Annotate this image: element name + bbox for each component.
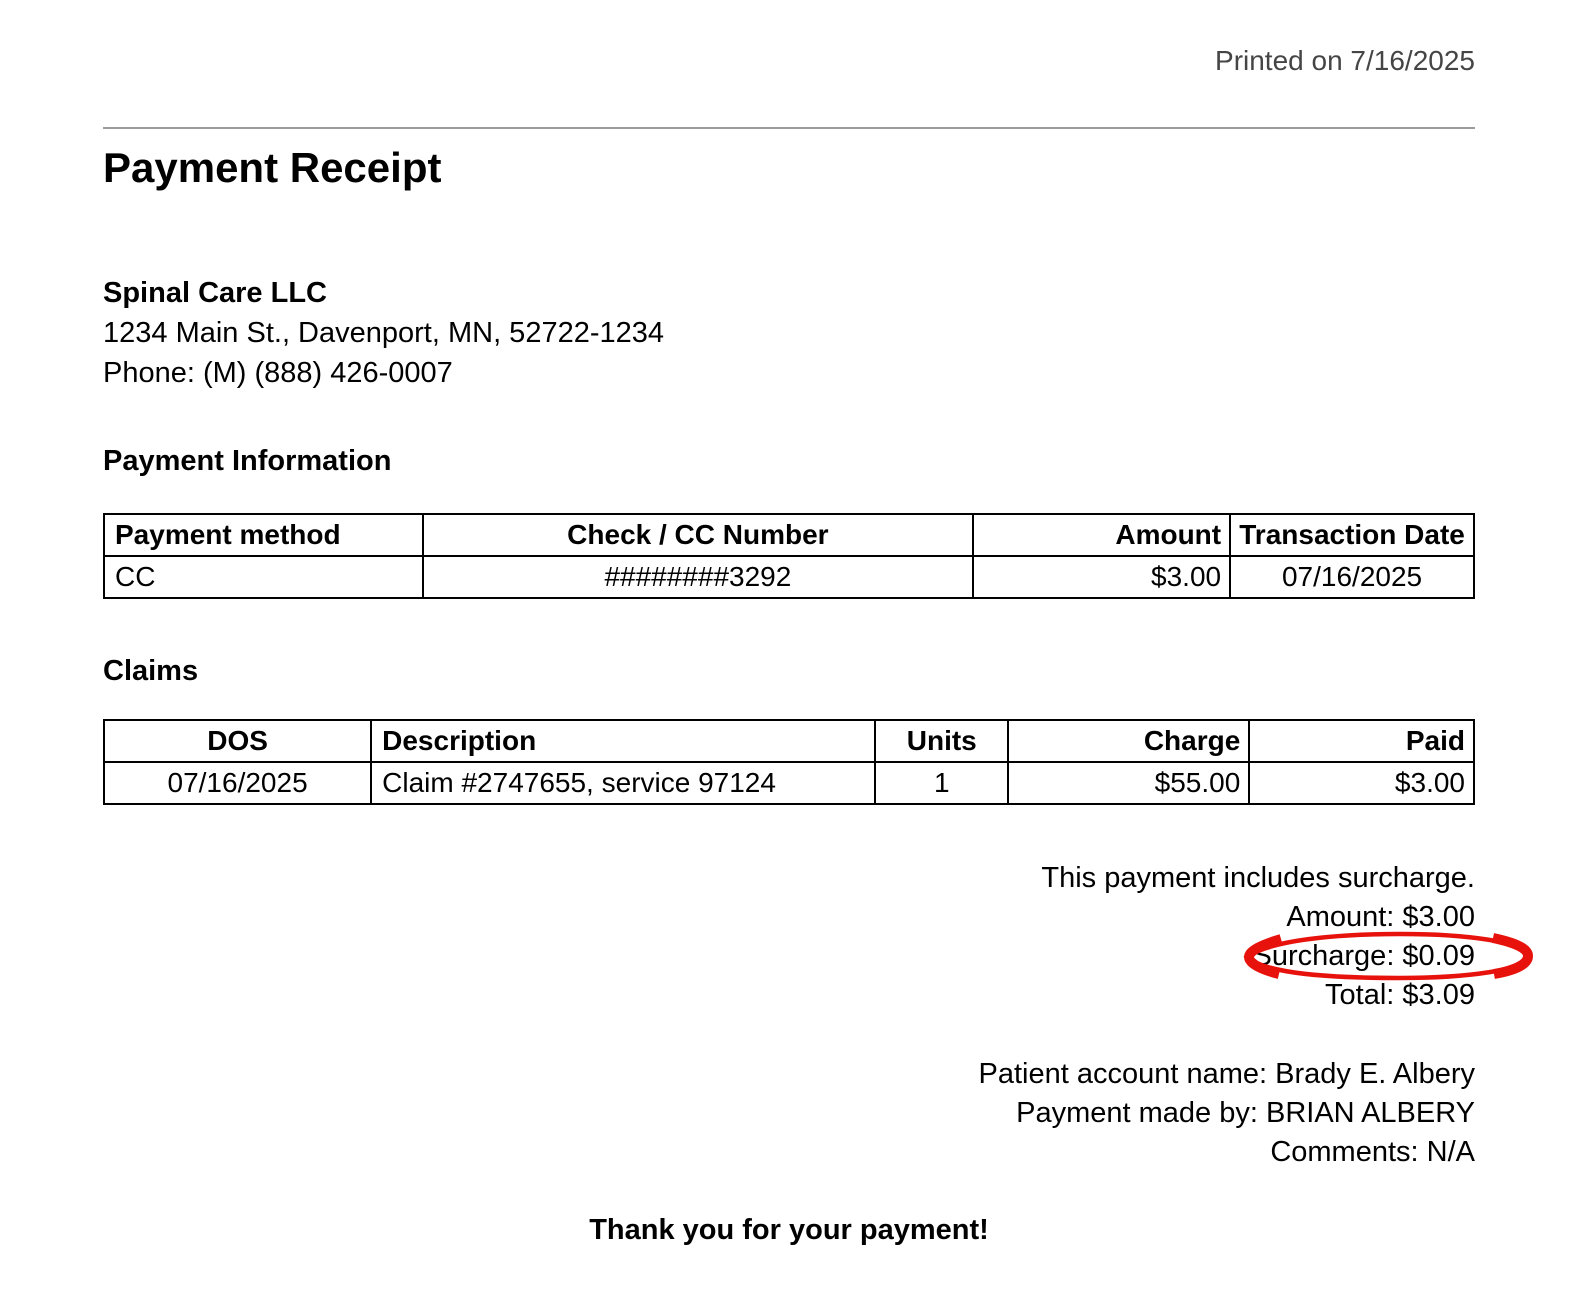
- page-title: Payment Receipt: [103, 144, 442, 191]
- thank-you-message: Thank you for your payment!: [589, 1214, 989, 1246]
- comments: Comments: N/A: [1270, 1136, 1475, 1168]
- pi-header-check-cc-number: Check / CC Number: [423, 514, 972, 556]
- claims-cell-dos: 07/16/2025: [104, 762, 371, 804]
- claims-cell-description: Claim #2747655, service 97124: [371, 762, 875, 804]
- claims-cell-units: 1: [875, 762, 1008, 804]
- payment-information-row: [104, 556, 1474, 598]
- summary-total: Total: $3.09: [1325, 979, 1475, 1011]
- pi-header-amount: Amount: [973, 514, 1231, 556]
- claims-cell-charge: $55.00: [1008, 762, 1249, 804]
- payment-information-header-row: [104, 514, 1474, 556]
- payment-made-by: Payment made by: BRIAN ALBERY: [1016, 1097, 1475, 1129]
- pi-cell-payment-method: CC: [104, 556, 423, 598]
- provider-name: Spinal Care LLC: [103, 277, 327, 309]
- patient-account-name: Patient account name: Brady E. Albery: [978, 1058, 1475, 1090]
- claims-header-description: Description: [371, 720, 875, 762]
- claims-header-dos: DOS: [104, 720, 371, 762]
- pi-cell-amount: $3.00: [973, 556, 1231, 598]
- pi-header-payment-method: Payment method: [104, 514, 423, 556]
- claims-table: [103, 719, 1475, 805]
- claims-header-units: Units: [875, 720, 1008, 762]
- surcharge-note: This payment includes surcharge.: [1041, 862, 1475, 894]
- pi-header-transaction-date: Transaction Date: [1230, 514, 1474, 556]
- summary-surcharge: Surcharge: $0.09: [1252, 940, 1475, 972]
- payment-information-table: [103, 513, 1475, 599]
- claims-header-charge: Charge: [1008, 720, 1249, 762]
- payer-info: [103, 1055, 1475, 1172]
- claims-row: [104, 762, 1474, 804]
- surcharge-highlight-wrapper: [1253, 937, 1475, 976]
- provider-address: 1234 Main St., Davenport, MN, 52722-1234: [103, 317, 664, 349]
- claims-cell-paid: $3.00: [1249, 762, 1474, 804]
- printed-on-date: Printed on 7/16/2025: [1215, 45, 1475, 76]
- claims-heading: Claims: [103, 655, 199, 687]
- summary-surcharge-line: [103, 937, 1475, 976]
- header-divider: [103, 127, 1475, 129]
- claims-header-paid: Paid: [1249, 720, 1474, 762]
- pi-cell-transaction-date: 07/16/2025: [1230, 556, 1474, 598]
- pi-cell-check-cc-number: ########3292: [423, 556, 972, 598]
- provider-phone: Phone: (M) (888) 426-0007: [103, 357, 453, 389]
- summary-amount: Amount: $3.00: [1286, 901, 1475, 933]
- provider-info: [103, 273, 1475, 393]
- payment-information-heading: Payment Information: [103, 445, 392, 477]
- payment-summary: [103, 859, 1475, 1015]
- claims-header-row: [104, 720, 1474, 762]
